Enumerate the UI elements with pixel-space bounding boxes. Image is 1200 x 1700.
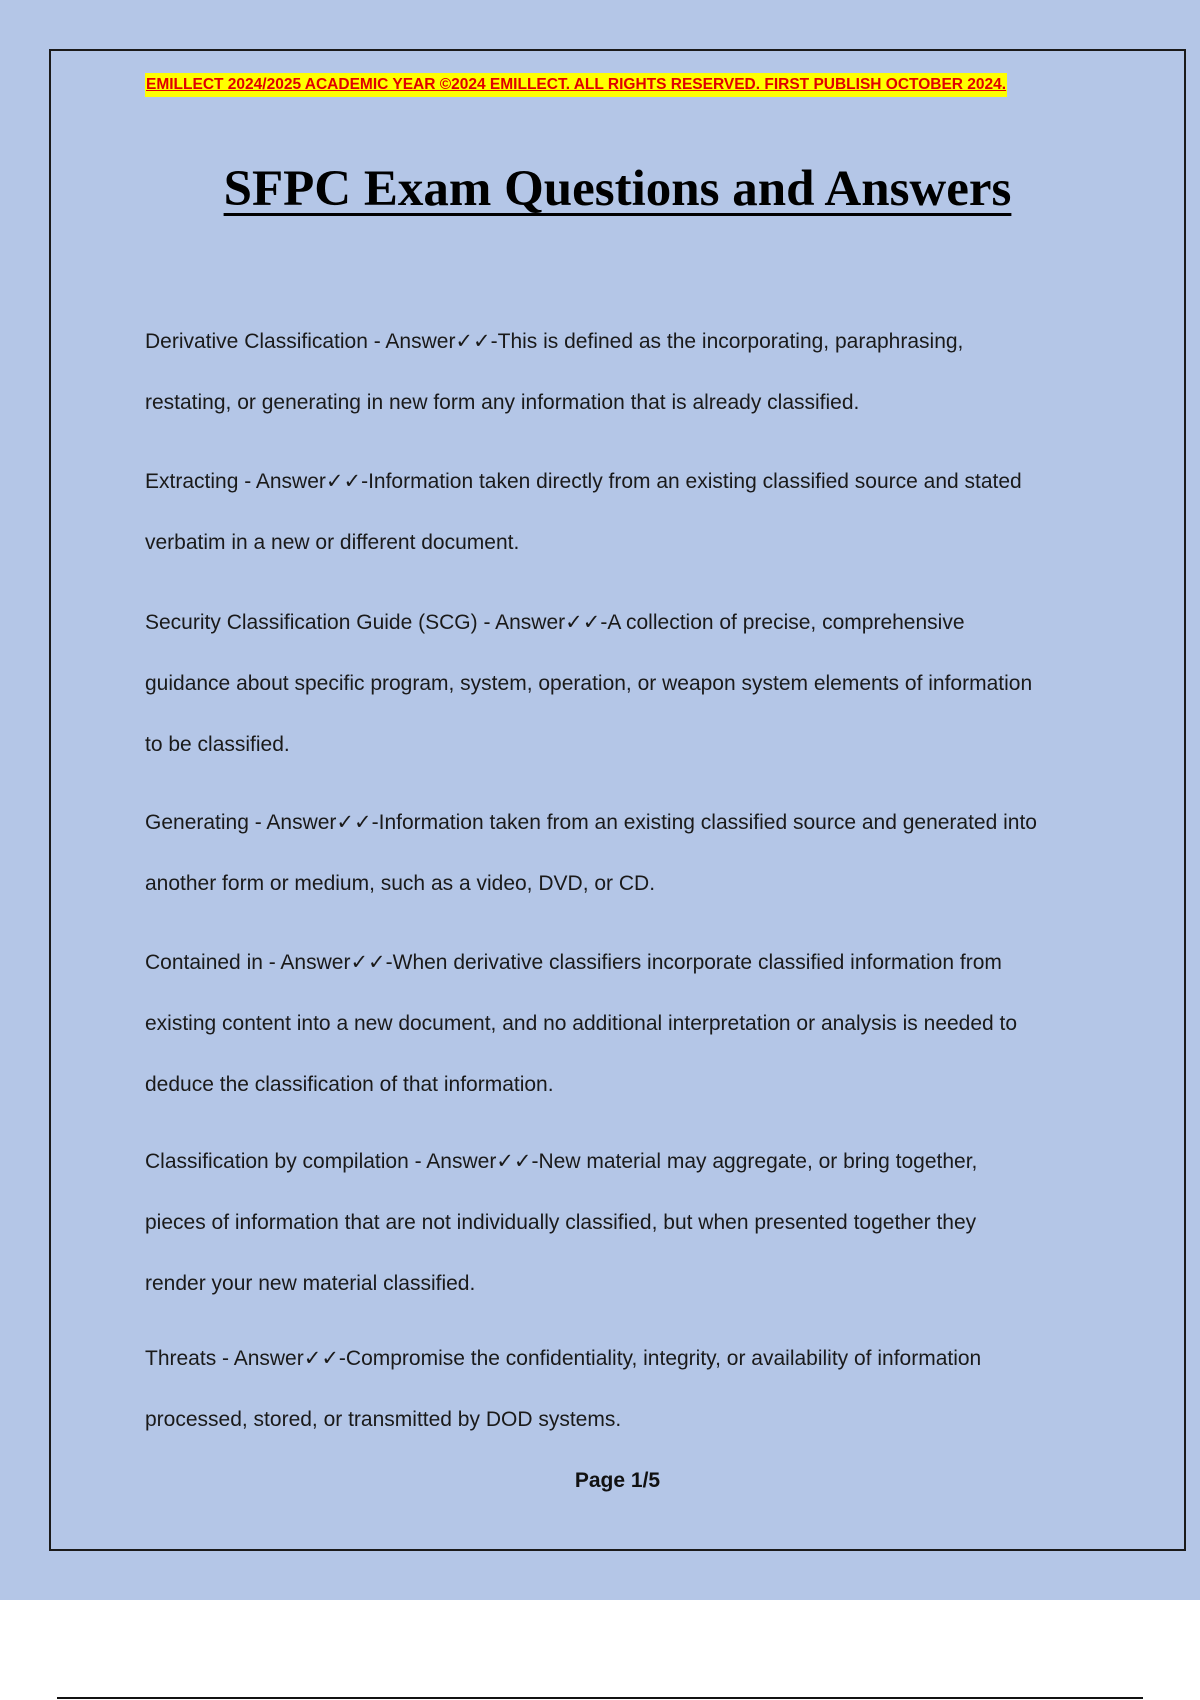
entry-line: guidance about specific program, system, operation, or weapon system elements of information	[145, 672, 1033, 695]
page-number: Page 1/5	[574, 1469, 661, 1492]
entry-line: render your new material classified.	[145, 1272, 476, 1295]
entry-line: to be classified.	[145, 733, 290, 756]
entry-line: Security Classification Guide (SCG) - Answer✓✓-A collection of precise, comprehensive	[145, 611, 965, 634]
qa-entry	[145, 932, 1095, 1115]
entry-line: Classification by compilation - Answer✓✓-New material may aggregate, or bring together,	[145, 1150, 978, 1173]
entry-line: deduce the classification of that information.	[145, 1073, 554, 1096]
entry-line: Extracting - Answer✓✓-Information taken directly from an existing classified source and stated	[145, 470, 1022, 493]
qa-entry	[145, 311, 1095, 433]
qa-entry	[145, 451, 1095, 573]
qa-entry	[145, 592, 1095, 775]
entry-line: Generating - Answer✓✓-Information taken from an existing classified source and generated into	[145, 811, 1037, 834]
next-page-top-rule	[57, 1697, 1143, 1699]
copyright-banner: EMILLECT 2024/2025 ACADEMIC YEAR ©2024 EMILLECT. ALL RIGHTS RESERVED. FIRST PUBLISH OCTOBER 2024.	[145, 73, 1007, 97]
entry-line: processed, stored, or transmitted by DOD systems.	[145, 1408, 622, 1431]
entry-line: verbatim in a new or different document.	[145, 531, 520, 554]
qa-entry	[145, 1131, 1095, 1314]
entry-line: existing content into a new document, and no additional interpretation or analysis is needed to	[145, 1012, 1018, 1035]
qa-entry	[145, 1328, 1095, 1450]
entry-line: Contained in - Answer✓✓-When derivative classifiers incorporate classified information from	[145, 951, 1002, 974]
entry-line: restating, or generating in new form any information that is already classified.	[145, 391, 860, 414]
entry-line: Threats - Answer✓✓-Compromise the confidentiality, integrity, or availability of information	[145, 1347, 982, 1370]
entry-line: Derivative Classification - Answer✓✓-This is defined as the incorporating, paraphrasing,	[145, 330, 964, 353]
entry-line: pieces of information that are not individually classified, but when presented together they	[145, 1211, 977, 1234]
entry-line: another form or medium, such as a video, DVD, or CD.	[145, 872, 656, 895]
document-title: SFPC Exam Questions and Answers	[223, 161, 1012, 217]
qa-entry	[145, 792, 1095, 914]
